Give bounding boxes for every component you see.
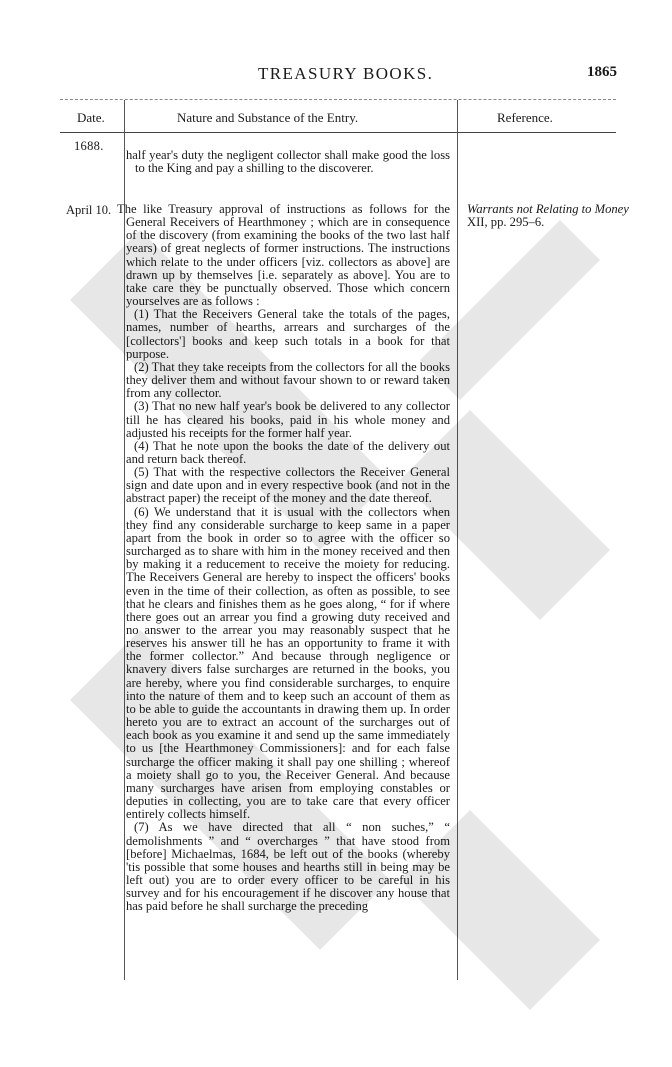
entry-text bbox=[117, 203, 450, 913]
entry-paragraph: (7) As we have directed that all “ non suches,” “ demolishments ” and “ overcharges ” that have stood from [before] Michaelmas, 1684, be left out of the books (whereby 'tis possible that some houses and hearths still in being may be left out) you are to order every officer to be careful in his survey and for his encouragement if he discover any house that has paid before he shall surcharge the preceding bbox=[126, 820, 450, 914]
column-heading-reference: Reference. bbox=[497, 110, 553, 125]
column-rule-right bbox=[457, 100, 458, 980]
header-rule-top bbox=[60, 99, 616, 100]
header-rule-bottom bbox=[60, 132, 616, 133]
entry-paragraph: (1) That the Receivers General take the totals of the pages, names, number of hearths, arrears and surcharges of the [collectors'] books and keep such totals in a book for that purpose. bbox=[126, 307, 450, 361]
entry-date: April 10. bbox=[66, 203, 112, 217]
entry-paragraph: (2) That they take receipts from the collectors for all the books they deliver them and without favour shown to or reward taken from any collector. bbox=[126, 359, 450, 401]
entry-paragraph: half year's duty the negligent collector shall make good the loss to the King and pay a shilling to the discoverer. bbox=[126, 148, 450, 176]
entry-paragraph: (4) That he note upon the books the date of the delivery out and return back thereof. bbox=[126, 438, 450, 466]
page-number: 1865 bbox=[587, 64, 617, 80]
entry-paragraph: (5) That with the respective collectors the Receiver General sign and date upon and in every respective book (and not in the abstract paper) the receipt of the money and the date thereof. bbox=[126, 465, 450, 506]
entry-date: 1688. bbox=[74, 139, 104, 153]
entry-text bbox=[117, 149, 450, 175]
entry-reference bbox=[467, 203, 631, 229]
reference-source: Warrants not Relating to Money bbox=[467, 202, 629, 216]
reference-citation: XII, pp. 295–6. bbox=[467, 215, 545, 230]
entry-paragraph: (3) That no new half year's book be delivered to any collector till he has cleared his books, paid in his whole money and adjusted his receipts for the former half year. bbox=[126, 399, 450, 440]
running-head bbox=[0, 64, 672, 86]
column-heading-nature: Nature and Substance of the Entry. bbox=[177, 110, 359, 125]
entry-lead-paragraph: The like Treasury approval of instructions as follows for the General Receivers of Hearthmoney ; which are in consequence of the discovery (from examining the books of the two last half years) of great neglects of former instructions. The instructions which relate to the under officers [viz. collectors as above] are drawn up by themselves [i.e. separately as above]. You are to take care they be punctually observed. Those which concern yourselves are as follows : bbox=[117, 202, 450, 309]
entry-paragraph: (6) We understand that it is usual with the collectors when they find any considerable surcharge to keep same in a paper apart from the book in order so to agree with the officer so surcharged as to share with him in the money received and then by making it a reducement to receive the moiety for reducing. The Receivers General are hereby to inspect the officers' books even in the time of their collection, as often as possible, to see that he clears and finishes them as he goes along, “ for if where there goes out an arrear you find a growing duty received and no answer to the arrear you may reasonably suspect that he reserves his answer till he has an opportunity to frame it with the former collector.” And because through negligence or knavery divers false surcharges are returned in the books, you are hereby, where you find considerable surcharges, to enquire into the nature of them and to keep such an account of them as to be able to guide the accountants in drawing them up. In order hereto you are to extract an account of the surcharges out of each book as you examine it and send up the same immediately to us [the Hearthmoney Commissioners]: and for each false surcharge the officer making it shall pay one shilling ; whereof a moiety shall go to you, the Receiver General. And because many surcharges have arisen from employing constables or deputies in collecting, you are to take care that every officer entirely collects himself. bbox=[126, 504, 450, 822]
running-title: TREASURY BOOKS. bbox=[258, 64, 434, 83]
column-heading-date: Date. bbox=[77, 110, 105, 125]
